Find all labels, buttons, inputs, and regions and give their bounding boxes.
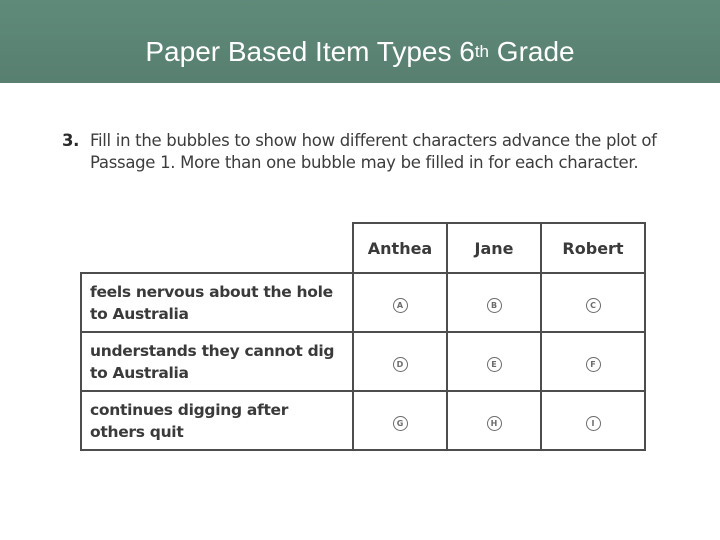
- title-superscript: th: [474, 42, 490, 61]
- column-header-anthea: Anthea: [353, 223, 447, 273]
- column-header-robert: Robert: [541, 223, 645, 273]
- answer-table: [80, 222, 646, 451]
- row-label-line2: to Australia: [90, 363, 189, 382]
- answer-bubble-c[interactable]: C: [586, 298, 601, 313]
- row-label: [81, 332, 353, 391]
- answer-bubble-d[interactable]: D: [393, 357, 408, 372]
- answer-cell: [353, 332, 447, 391]
- answer-grid: [80, 222, 646, 451]
- row-label-line1: continues digging after: [90, 400, 289, 419]
- page-title: [0, 34, 720, 74]
- row-label: [81, 391, 353, 450]
- answer-bubble-f[interactable]: F: [586, 357, 601, 372]
- row-label: [81, 273, 353, 332]
- title-suffix: Grade: [489, 36, 575, 67]
- question-number: 3.: [62, 131, 80, 150]
- answer-bubble-e[interactable]: E: [487, 357, 502, 372]
- row-label-line2: others quit: [90, 422, 184, 441]
- answer-cell: [541, 273, 645, 332]
- table-header-row: [81, 223, 645, 273]
- row-label-line2: to Australia: [90, 304, 189, 323]
- answer-cell: [447, 391, 541, 450]
- answer-bubble-i[interactable]: I: [586, 416, 601, 431]
- table-row: [81, 332, 645, 391]
- answer-bubble-g[interactable]: G: [393, 416, 408, 431]
- answer-bubble-b[interactable]: B: [487, 298, 502, 313]
- answer-cell: [353, 391, 447, 450]
- row-label-line1: feels nervous about the hole: [90, 282, 333, 301]
- answer-cell: [541, 391, 645, 450]
- row-label-line1: understands they cannot dig: [90, 341, 335, 360]
- table-corner: [81, 223, 353, 273]
- table-row: [81, 391, 645, 450]
- question-text-line2: Passage 1. More than one bubble may be filled in for each character.: [90, 153, 639, 172]
- answer-cell: [541, 332, 645, 391]
- answer-cell: [353, 273, 447, 332]
- question-text-line1: Fill in the bubbles to show how different characters advance the plot of: [90, 131, 657, 150]
- title-prefix: Paper Based Item Types 6: [145, 36, 475, 67]
- header-banner: [0, 0, 720, 83]
- column-header-jane: Jane: [447, 223, 541, 273]
- answer-cell: [447, 332, 541, 391]
- question-prompt: [62, 130, 662, 174]
- answer-bubble-a[interactable]: A: [393, 298, 408, 313]
- table-row: [81, 273, 645, 332]
- answer-cell: [447, 273, 541, 332]
- answer-bubble-h[interactable]: H: [487, 416, 502, 431]
